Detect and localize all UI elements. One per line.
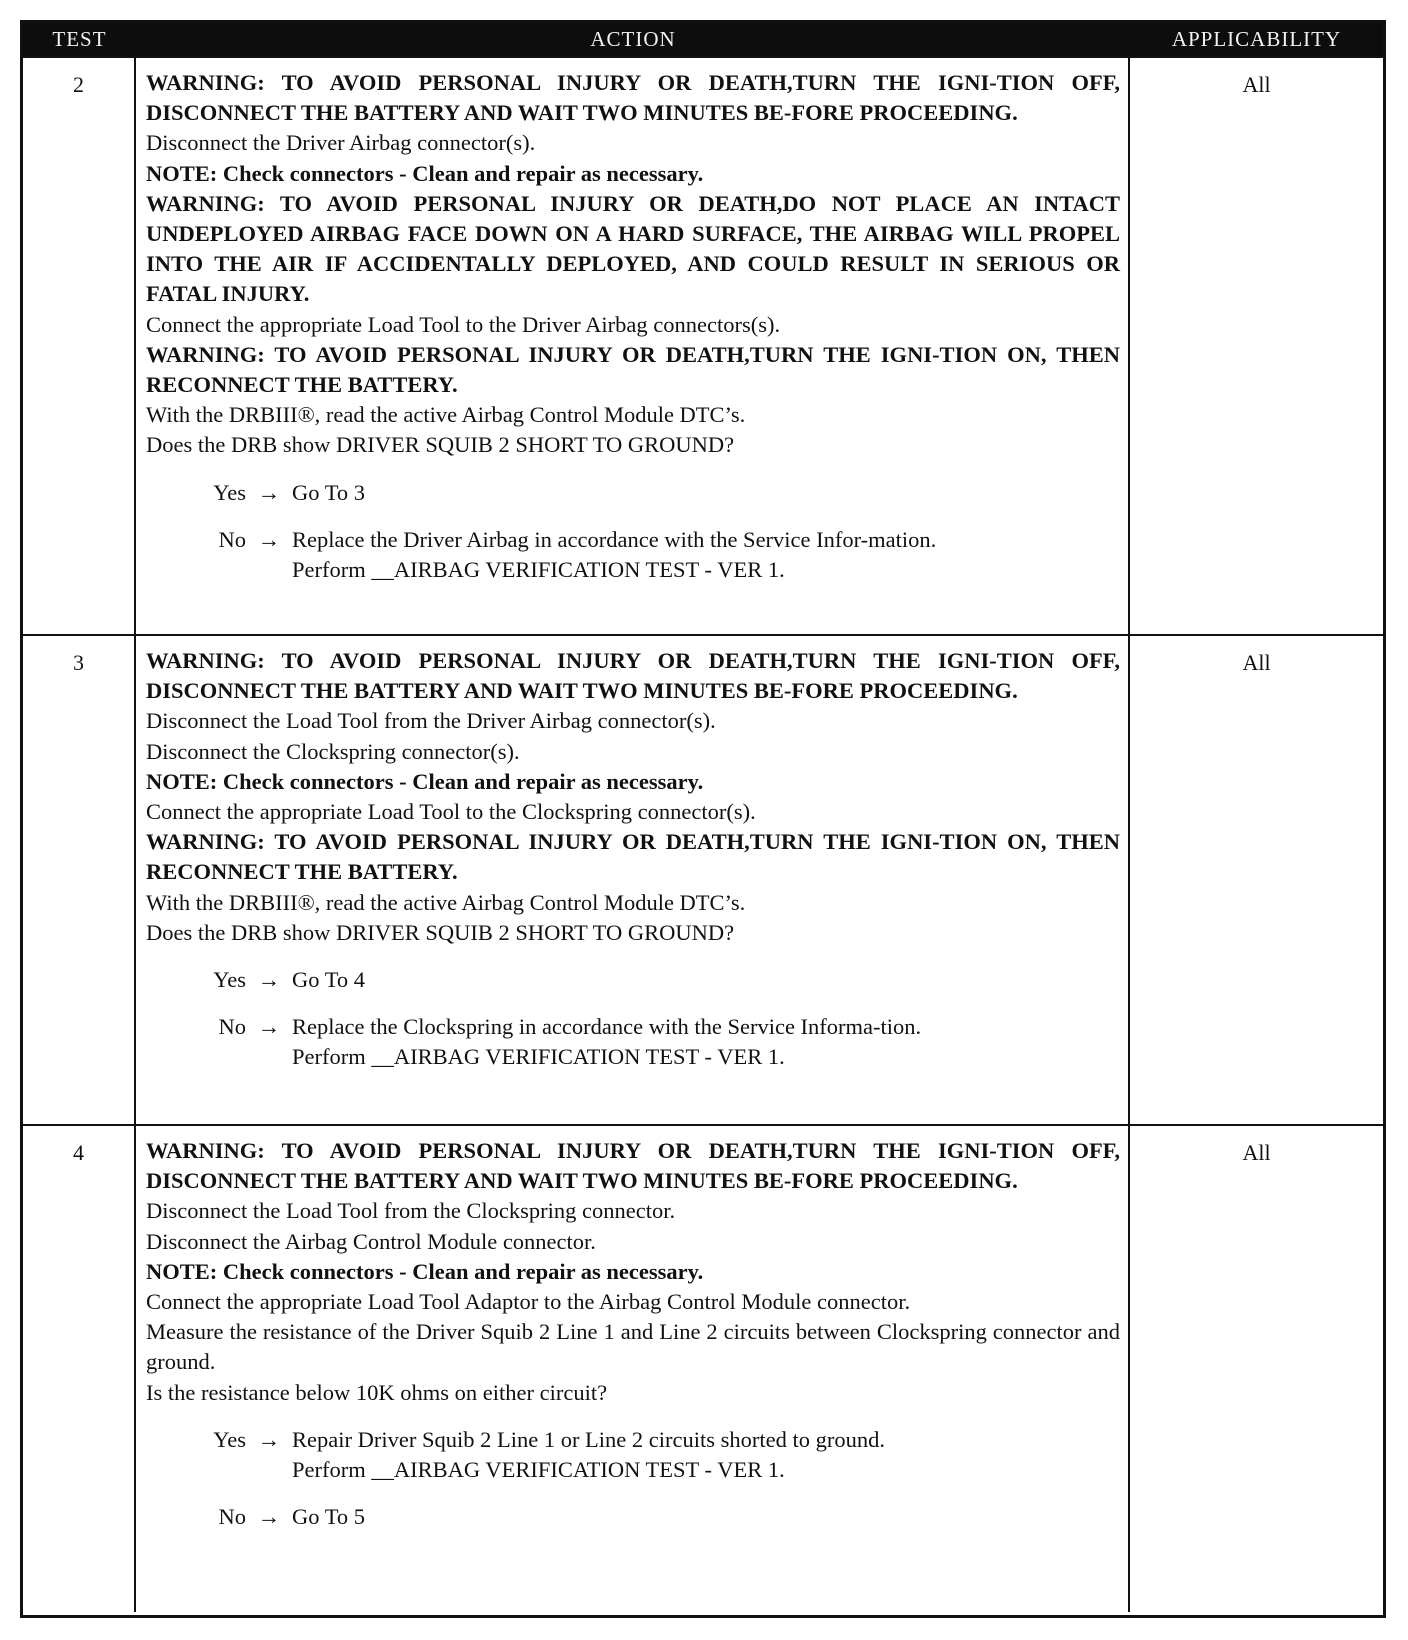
result-line: Go To 4 [292,967,366,993]
instruction-text: Disconnect the Driver Airbag connector(s). [146,130,536,156]
action-cell [136,636,1130,1124]
table-row [23,1126,1383,1612]
table-header [23,23,1383,58]
choice-result [292,478,1120,508]
answer-choice [146,478,1120,508]
instruction-text: Disconnect the Clockspring connector(s). [146,738,520,764]
table-row [23,636,1383,1126]
instruction-text: Disconnect the Load Tool from the Clockspring connector. [146,1198,676,1224]
instruction-text: Disconnect the Load Tool from the Driver Airbag connector(s). [146,708,716,734]
result-line: Replace the Clockspring in accordance with the Service Informa-tion. [292,1014,922,1040]
choice-label: Yes [213,967,246,993]
warning-text: WARNING: TO AVOID PERSONAL INJURY OR DEATH,TURN THE IGNI-TION OFF, DISCONNECT THE BATTERY AND WAIT TWO MINUTES BE-FORE PROCEEDING. [146,1138,1120,1194]
answer-choices [146,478,1120,586]
arrow-right-icon: → [257,526,281,552]
header-test: TEST [52,27,107,51]
test-number: 2 [23,58,136,634]
action-cell [136,58,1130,634]
applicability-value: All [1242,650,1271,675]
arrow-right-icon: → [257,1504,281,1530]
choice-result [292,1012,1120,1072]
instruction-text: Does the DRB show DRIVER SQUIB 2 SHORT TO GROUND? [146,919,735,945]
warning-text: WARNING: TO AVOID PERSONAL INJURY OR DEATH,TURN THE IGNI-TION ON, THEN RECONNECT THE BATTERY. [146,341,1120,398]
answer-choice [146,1502,1120,1532]
instruction-text: Is the resistance below 10K ohms on either circuit? [146,1379,608,1405]
instruction-text: Measure the resistance of the Driver Squib 2 Line 1 and Line 2 circuits between Clockspring connector and ground. [146,1319,1120,1375]
table-body [23,58,1383,1612]
result-line: Perform __AIRBAG VERIFICATION TEST - VER 1. [292,557,785,583]
instruction-text: Does the DRB show DRIVER SQUIB 2 SHORT TO GROUND? [146,432,735,458]
choice-label: No [218,526,246,552]
warning-text: NOTE: Check connectors - Clean and repair as necessary. [146,160,704,186]
applicability-value: All [1242,1140,1271,1165]
answer-choice [146,1425,1120,1485]
result-line: Replace the Driver Airbag in accordance with the Service Infor-mation. [292,526,937,552]
header-action: ACTION [590,27,676,51]
answer-choice [146,525,1120,585]
result-line: Go To 5 [292,1504,366,1530]
table-row [23,58,1383,636]
choice-result [292,1502,1120,1532]
instruction-text: Disconnect the Airbag Control Module connector. [146,1228,596,1254]
warning-text: WARNING: TO AVOID PERSONAL INJURY OR DEATH,TURN THE IGNI-TION ON, THEN RECONNECT THE BATTERY. [146,829,1120,885]
choice-label: No [218,1504,246,1530]
result-line: Repair Driver Squib 2 Line 1 or Line 2 circuits shorted to ground. [292,1426,885,1452]
answer-choices [146,1425,1120,1533]
choice-label: Yes [213,479,246,505]
warning-text: WARNING: TO AVOID PERSONAL INJURY OR DEATH,TURN THE IGNI-TION OFF, DISCONNECT THE BATTERY AND WAIT TWO MINUTES BE-FORE PROCEEDING. [146,648,1120,704]
instruction-text: Connect the appropriate Load Tool to the Clockspring connector(s). [146,799,756,825]
diagnostic-test-table [20,20,1386,1618]
choice-result [292,1425,1120,1485]
applicability-value: All [1242,72,1271,97]
choice-label: Yes [213,1426,246,1452]
test-number: 4 [23,1126,136,1612]
instruction-text: With the DRBIII®, read the active Airbag Control Module DTC’s. [146,889,746,915]
result-line: Go To 3 [292,479,366,505]
warning-text: WARNING: TO AVOID PERSONAL INJURY OR DEATH,TURN THE IGNI-TION OFF, DISCONNECT THE BATTERY AND WAIT TWO MINUTES BE-FORE PROCEEDING. [146,70,1120,126]
choice-result [292,965,1120,995]
answer-choice [146,965,1120,995]
result-line: Perform __AIRBAG VERIFICATION TEST - VER 1. [292,1044,785,1070]
arrow-right-icon: → [257,967,281,993]
answer-choices [146,965,1120,1073]
choice-result [292,525,1120,585]
warning-text: NOTE: Check connectors - Clean and repair as necessary. [146,1258,704,1284]
instruction-text: Connect the appropriate Load Tool Adaptor to the Airbag Control Module connector. [146,1289,911,1315]
header-applicability: APPLICABILITY [1171,27,1342,51]
test-number: 3 [23,636,136,1124]
choice-label: No [218,1014,246,1040]
result-line: Perform __AIRBAG VERIFICATION TEST - VER 1. [292,1457,785,1483]
warning-text: NOTE: Check connectors - Clean and repair as necessary. [146,768,704,794]
arrow-right-icon: → [257,479,281,505]
arrow-right-icon: → [257,1426,281,1452]
instruction-text: Connect the appropriate Load Tool to the Driver Airbag connectors(s). [146,311,781,337]
action-cell [136,1126,1130,1612]
arrow-right-icon: → [257,1014,281,1040]
instruction-text: With the DRBIII®, read the active Airbag Control Module DTC’s. [146,402,746,428]
warning-text: WARNING: TO AVOID PERSONAL INJURY OR DEATH,DO NOT PLACE AN INTACT UNDEPLOYED AIRBAG FACE DOWN ON A HARD SURFACE, THE AIRBAG WILL PROPEL INTO THE AIR IF ACCIDENTALLY DEPLOYED, AND COULD RESULT IN SERIOUS OR FATAL INJURY. [146,190,1120,307]
answer-choice [146,1012,1120,1072]
